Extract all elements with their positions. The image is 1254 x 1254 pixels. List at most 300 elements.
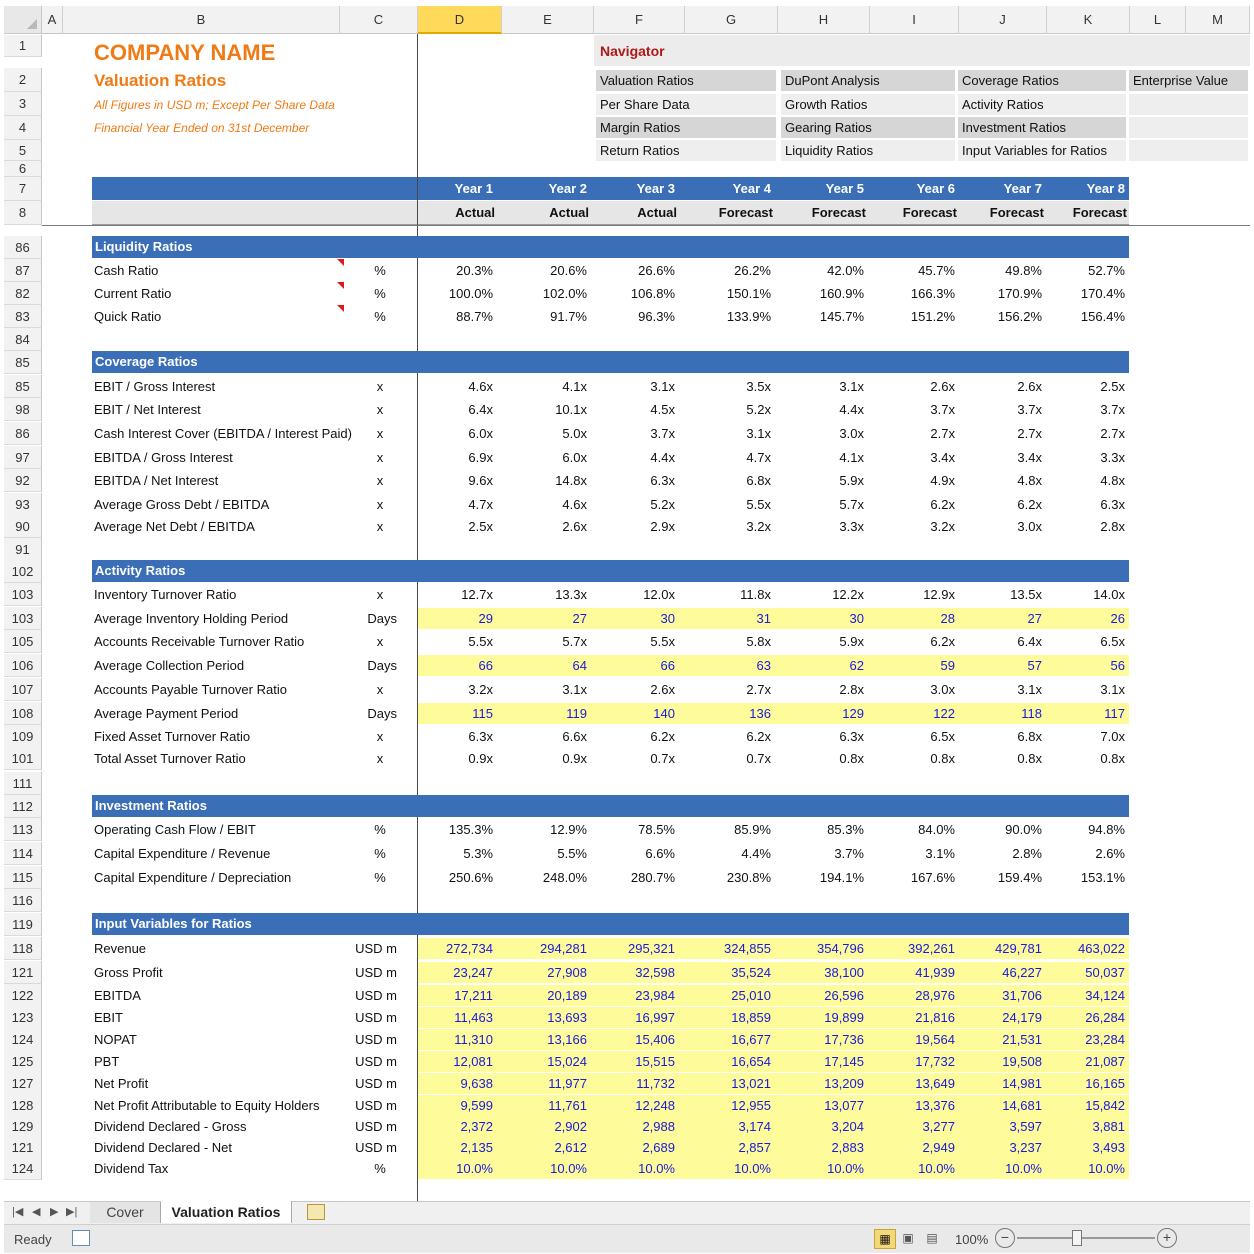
- value-cell[interactable]: 30: [660, 611, 675, 626]
- page-layout-view-icon[interactable]: ▣: [902, 1231, 914, 1245]
- value-cell[interactable]: 6.4x: [468, 402, 493, 417]
- value-cell[interactable]: 3.0x: [839, 426, 864, 441]
- value-cell[interactable]: 6.3x: [468, 729, 493, 744]
- value-cell[interactable]: 4.8x: [1017, 473, 1042, 488]
- value-cell[interactable]: 3,277: [922, 1119, 955, 1134]
- value-cell[interactable]: 52.7%: [1088, 263, 1125, 278]
- value-cell[interactable]: 3.2x: [468, 682, 493, 697]
- value-cell[interactable]: 4.8x: [1100, 473, 1125, 488]
- row-header[interactable]: 8: [4, 201, 42, 225]
- row-header[interactable]: 116: [4, 889, 42, 912]
- value-cell[interactable]: 3.1x: [562, 682, 587, 697]
- value-cell[interactable]: 2.6x: [1017, 379, 1042, 394]
- nav-link-investment-ratios[interactable]: [958, 117, 1126, 138]
- row-header[interactable]: 102: [4, 560, 42, 583]
- nav-link-dupont-analysis[interactable]: [781, 70, 955, 91]
- value-cell[interactable]: 11,977: [548, 1076, 587, 1091]
- nav-link-gearing-ratios[interactable]: [781, 117, 955, 138]
- value-cell[interactable]: 13,021: [731, 1076, 771, 1091]
- row-label[interactable]: Accounts Payable Turnover Ratio: [94, 682, 287, 697]
- value-cell[interactable]: 2.9x: [650, 519, 675, 534]
- value-cell[interactable]: 2.5x: [1100, 379, 1125, 394]
- value-cell[interactable]: 6.2x: [1017, 497, 1042, 512]
- value-cell[interactable]: 10.0%: [1088, 1161, 1125, 1176]
- value-cell[interactable]: 12.9x: [923, 587, 955, 602]
- row-label[interactable]: Quick Ratio: [94, 309, 162, 324]
- value-cell[interactable]: 12.2x: [832, 587, 864, 602]
- row-label[interactable]: Inventory Turnover Ratio: [94, 587, 237, 602]
- row-label[interactable]: EBIT / Net Interest: [94, 402, 201, 417]
- column-header-e[interactable]: E: [502, 6, 594, 34]
- row-label[interactable]: Current Ratio: [94, 286, 172, 301]
- value-cell[interactable]: 21,816: [915, 1010, 955, 1025]
- value-cell[interactable]: 78.5%: [638, 822, 675, 837]
- row-header[interactable]: 113: [4, 818, 42, 841]
- prev-sheet-icon[interactable]: ◀: [32, 1206, 41, 1218]
- value-cell[interactable]: 160.9%: [819, 286, 864, 301]
- value-cell[interactable]: 3.7x: [1100, 402, 1125, 417]
- value-cell[interactable]: 3,237: [1009, 1140, 1042, 1155]
- column-header-h[interactable]: H: [778, 6, 870, 34]
- value-cell[interactable]: 3.1x: [746, 426, 771, 441]
- value-cell[interactable]: 115: [472, 706, 493, 721]
- value-cell[interactable]: 13.3x: [555, 587, 587, 602]
- value-cell[interactable]: 90.0%: [1005, 822, 1042, 837]
- value-cell[interactable]: 45.7%: [918, 263, 955, 278]
- value-cell[interactable]: 153.1%: [1080, 870, 1125, 885]
- value-cell[interactable]: 5.3%: [463, 846, 493, 861]
- value-cell[interactable]: 294,281: [540, 941, 587, 956]
- value-cell[interactable]: 6.2x: [650, 729, 675, 744]
- row-header[interactable]: 122: [4, 984, 42, 1007]
- row-header[interactable]: 128: [4, 1094, 42, 1117]
- value-cell[interactable]: 20.6%: [550, 263, 587, 278]
- value-cell[interactable]: 12,081: [453, 1054, 493, 1069]
- value-cell[interactable]: 3.2x: [930, 519, 955, 534]
- value-cell[interactable]: 170.9%: [997, 286, 1042, 301]
- value-cell[interactable]: 41,939: [915, 965, 955, 980]
- row-header[interactable]: 119: [4, 913, 42, 936]
- value-cell[interactable]: 4.1x: [562, 379, 587, 394]
- value-cell[interactable]: 10.0%: [918, 1161, 955, 1176]
- row-label[interactable]: EBIT / Gross Interest: [94, 379, 216, 394]
- value-cell[interactable]: 280.7%: [630, 870, 675, 885]
- macro-record-icon[interactable]: [72, 1230, 90, 1246]
- value-cell[interactable]: 4.4x: [839, 402, 864, 417]
- value-cell[interactable]: 2,949: [922, 1140, 955, 1155]
- value-cell[interactable]: 6.2x: [930, 634, 955, 649]
- row-label[interactable]: EBITDA / Gross Interest: [94, 450, 233, 465]
- value-cell[interactable]: 5.9x: [839, 634, 864, 649]
- value-cell[interactable]: 3.7x: [930, 402, 955, 417]
- value-cell[interactable]: 4.7x: [468, 497, 493, 512]
- value-cell[interactable]: 13,166: [547, 1032, 587, 1047]
- value-cell[interactable]: 17,732: [915, 1054, 955, 1069]
- value-cell[interactable]: 6.8x: [746, 473, 771, 488]
- value-cell[interactable]: 6.5x: [930, 729, 955, 744]
- value-cell[interactable]: 3.7x: [650, 426, 675, 441]
- value-cell[interactable]: 6.4x: [1017, 634, 1042, 649]
- nav-link-enterprise-value[interactable]: [1129, 70, 1248, 91]
- row-header[interactable]: 7: [4, 177, 42, 201]
- value-cell[interactable]: 354,796: [817, 941, 864, 956]
- row-label[interactable]: Dividend Declared - Gross: [94, 1119, 247, 1134]
- row-label[interactable]: NOPAT: [94, 1032, 137, 1047]
- row-header[interactable]: 93: [4, 493, 42, 516]
- value-cell[interactable]: 6.0x: [562, 450, 587, 465]
- value-cell[interactable]: 91.7%: [550, 309, 587, 324]
- row-header[interactable]: 87: [4, 259, 42, 282]
- value-cell[interactable]: 102.0%: [542, 286, 587, 301]
- value-cell[interactable]: 2,902: [554, 1119, 587, 1134]
- value-cell[interactable]: 3.0x: [1017, 519, 1042, 534]
- value-cell[interactable]: 3.7%: [834, 846, 864, 861]
- value-cell[interactable]: 24,179: [1002, 1010, 1042, 1025]
- row-header[interactable]: 112: [4, 795, 42, 818]
- value-cell[interactable]: 159.4%: [997, 870, 1042, 885]
- value-cell[interactable]: 117: [1104, 706, 1125, 721]
- value-cell[interactable]: 13,209: [824, 1076, 864, 1091]
- value-cell[interactable]: 4.9x: [930, 473, 955, 488]
- row-header[interactable]: 121: [4, 1136, 42, 1159]
- row-header[interactable]: 90: [4, 515, 42, 538]
- value-cell[interactable]: 2.7x: [1017, 426, 1042, 441]
- value-cell[interactable]: 16,997: [635, 1010, 675, 1025]
- value-cell[interactable]: 56: [1110, 658, 1125, 673]
- nav-link-coverage-ratios[interactable]: [958, 70, 1126, 91]
- value-cell[interactable]: 11,463: [454, 1010, 493, 1025]
- row-label[interactable]: Operating Cash Flow / EBIT: [94, 822, 256, 837]
- value-cell[interactable]: 6.6%: [645, 846, 675, 861]
- row-header[interactable]: 85: [4, 375, 42, 398]
- row-label[interactable]: Dividend Tax: [94, 1161, 169, 1176]
- value-cell[interactable]: 66: [478, 658, 493, 673]
- row-header[interactable]: 86: [4, 236, 42, 259]
- value-cell[interactable]: 17,145: [824, 1054, 864, 1069]
- value-cell[interactable]: 167.6%: [910, 870, 955, 885]
- value-cell[interactable]: 27: [572, 611, 587, 626]
- row-header[interactable]: 129: [4, 1115, 42, 1138]
- value-cell[interactable]: 3.1x: [1100, 682, 1125, 697]
- row-header[interactable]: 84: [4, 328, 42, 351]
- value-cell[interactable]: 10.0%: [734, 1161, 771, 1176]
- value-cell[interactable]: 13,376: [915, 1098, 955, 1113]
- row-label[interactable]: Total Asset Turnover Ratio: [94, 751, 246, 766]
- nav-link-return-ratios[interactable]: [596, 140, 776, 161]
- column-header-d[interactable]: D: [418, 6, 502, 34]
- nav-link-per-share-data[interactable]: [596, 94, 776, 115]
- value-cell[interactable]: 10.0%: [456, 1161, 493, 1176]
- value-cell[interactable]: 194.1%: [819, 870, 864, 885]
- value-cell[interactable]: 17,211: [454, 988, 493, 1003]
- value-cell[interactable]: 64: [572, 658, 587, 673]
- row-label[interactable]: Revenue: [94, 941, 147, 956]
- column-header-m[interactable]: M: [1186, 6, 1250, 34]
- value-cell[interactable]: 27,908: [547, 965, 587, 980]
- value-cell[interactable]: 135.3%: [448, 822, 493, 837]
- value-cell[interactable]: 15,515: [635, 1054, 675, 1069]
- value-cell[interactable]: 0.8x: [1017, 751, 1042, 766]
- value-cell[interactable]: 272,734: [446, 941, 493, 956]
- column-header-c[interactable]: C: [340, 6, 418, 34]
- value-cell[interactable]: 136: [749, 706, 771, 721]
- value-cell[interactable]: 151.2%: [910, 309, 955, 324]
- value-cell[interactable]: 10.0%: [1005, 1161, 1042, 1176]
- value-cell[interactable]: 7.0x: [1100, 729, 1125, 744]
- value-cell[interactable]: 4.6x: [468, 379, 493, 394]
- value-cell[interactable]: 85.3%: [827, 822, 864, 837]
- value-cell[interactable]: 3.5x: [746, 379, 771, 394]
- value-cell[interactable]: 29: [478, 611, 493, 626]
- value-cell[interactable]: 28,976: [915, 988, 955, 1003]
- last-sheet-icon[interactable]: ▶|: [66, 1206, 78, 1218]
- value-cell[interactable]: 12,248: [635, 1098, 675, 1113]
- value-cell[interactable]: 63: [756, 658, 771, 673]
- row-header[interactable]: 103: [4, 583, 42, 606]
- zoom-in-icon[interactable]: +: [1157, 1228, 1177, 1248]
- value-cell[interactable]: 38,100: [824, 965, 864, 980]
- value-cell[interactable]: 324,855: [724, 941, 771, 956]
- value-cell[interactable]: 119: [566, 706, 587, 721]
- row-header[interactable]: 105: [4, 630, 42, 653]
- value-cell[interactable]: 19,508: [1002, 1054, 1042, 1069]
- column-header-j[interactable]: J: [959, 6, 1047, 34]
- value-cell[interactable]: 145.7%: [819, 309, 864, 324]
- value-cell[interactable]: 5.8x: [746, 634, 771, 649]
- value-cell[interactable]: 2.5x: [468, 519, 493, 534]
- row-label[interactable]: EBITDA / Net Interest: [94, 473, 219, 488]
- row-header[interactable]: 123: [4, 1006, 42, 1029]
- value-cell[interactable]: 23,984: [635, 988, 675, 1003]
- page-break-view-icon[interactable]: ▤: [926, 1231, 938, 1245]
- value-cell[interactable]: 46,227: [1002, 965, 1042, 980]
- value-cell[interactable]: 6.9x: [468, 450, 493, 465]
- value-cell[interactable]: 19,564: [915, 1032, 955, 1047]
- value-cell[interactable]: 3.0x: [930, 682, 955, 697]
- row-header[interactable]: 111: [4, 772, 42, 795]
- value-cell[interactable]: 2.8x: [1100, 519, 1125, 534]
- value-cell[interactable]: 15,842: [1085, 1098, 1125, 1113]
- value-cell[interactable]: 2.6%: [1095, 846, 1125, 861]
- value-cell[interactable]: 2.7x: [930, 426, 955, 441]
- value-cell[interactable]: 392,261: [908, 941, 955, 956]
- value-cell[interactable]: 14,981: [1002, 1076, 1042, 1091]
- row-header[interactable]: 85: [4, 351, 42, 374]
- value-cell[interactable]: 96.3%: [638, 309, 675, 324]
- value-cell[interactable]: 26,596: [824, 988, 864, 1003]
- value-cell[interactable]: 26.6%: [638, 263, 675, 278]
- value-cell[interactable]: 14,681: [1002, 1098, 1042, 1113]
- value-cell[interactable]: 10.0%: [827, 1161, 864, 1176]
- value-cell[interactable]: 0.8x: [839, 751, 864, 766]
- value-cell[interactable]: 2,857: [738, 1140, 771, 1155]
- zoom-out-icon[interactable]: −: [995, 1228, 1015, 1248]
- value-cell[interactable]: 3,174: [738, 1119, 771, 1134]
- column-header-l[interactable]: L: [1130, 6, 1186, 34]
- value-cell[interactable]: 13,693: [547, 1010, 587, 1025]
- value-cell[interactable]: 6.5x: [1100, 634, 1125, 649]
- row-label[interactable]: Average Inventory Holding Period: [94, 611, 289, 626]
- row-header[interactable]: 4: [4, 116, 42, 140]
- value-cell[interactable]: 10.1x: [555, 402, 587, 417]
- value-cell[interactable]: 13,077: [824, 1098, 864, 1113]
- value-cell[interactable]: 6.3x: [650, 473, 675, 488]
- value-cell[interactable]: 11,310: [454, 1032, 493, 1047]
- value-cell[interactable]: 57: [1027, 658, 1042, 673]
- value-cell[interactable]: 66: [660, 658, 675, 673]
- value-cell[interactable]: 4.4x: [650, 450, 675, 465]
- value-cell[interactable]: 14.0x: [1093, 587, 1125, 602]
- row-label[interactable]: Net Profit: [94, 1076, 149, 1091]
- row-header[interactable]: 114: [4, 842, 42, 865]
- next-sheet-icon[interactable]: ▶: [50, 1206, 59, 1218]
- row-label[interactable]: Average Net Debt / EBITDA: [94, 519, 255, 534]
- value-cell[interactable]: 248.0%: [542, 870, 587, 885]
- row-label[interactable]: Capital Expenditure / Depreciation: [94, 870, 292, 885]
- zoom-slider-track[interactable]: [1017, 1237, 1155, 1239]
- value-cell[interactable]: 0.9x: [562, 751, 587, 766]
- value-cell[interactable]: 2,689: [642, 1140, 675, 1155]
- value-cell[interactable]: 122: [933, 706, 955, 721]
- row-header[interactable]: 92: [4, 469, 42, 492]
- value-cell[interactable]: 2,883: [831, 1140, 864, 1155]
- row-label[interactable]: PBT: [94, 1054, 120, 1069]
- value-cell[interactable]: 84.0%: [918, 822, 955, 837]
- value-cell[interactable]: 6.3x: [839, 729, 864, 744]
- nav-link-activity-ratios[interactable]: [958, 94, 1126, 115]
- value-cell[interactable]: 6.2x: [930, 497, 955, 512]
- row-header[interactable]: 2: [4, 68, 42, 92]
- value-cell[interactable]: 19,899: [824, 1010, 864, 1025]
- value-cell[interactable]: 133.9%: [726, 309, 771, 324]
- value-cell[interactable]: 106.8%: [630, 286, 675, 301]
- value-cell[interactable]: 4.1x: [839, 450, 864, 465]
- value-cell[interactable]: 20.3%: [456, 263, 493, 278]
- value-cell[interactable]: 2,988: [642, 1119, 675, 1134]
- column-header-f[interactable]: F: [594, 6, 685, 34]
- value-cell[interactable]: 118: [1021, 706, 1042, 721]
- value-cell[interactable]: 6.3x: [1100, 497, 1125, 512]
- row-label[interactable]: Capital Expenditure / Revenue: [94, 846, 271, 861]
- value-cell[interactable]: 129: [842, 706, 864, 721]
- row-header[interactable]: 125: [4, 1050, 42, 1073]
- value-cell[interactable]: 85.9%: [734, 822, 771, 837]
- row-label[interactable]: EBIT: [94, 1010, 123, 1025]
- value-cell[interactable]: 35,524: [731, 965, 771, 980]
- value-cell[interactable]: 4.5x: [650, 402, 675, 417]
- value-cell[interactable]: 2.6x: [650, 682, 675, 697]
- column-header-a[interactable]: A: [42, 6, 63, 34]
- value-cell[interactable]: 3,204: [831, 1119, 864, 1134]
- value-cell[interactable]: 2.8%: [1012, 846, 1042, 861]
- value-cell[interactable]: 5.5x: [746, 497, 771, 512]
- value-cell[interactable]: 11,732: [636, 1076, 675, 1091]
- row-header[interactable]: 83: [4, 305, 42, 328]
- value-cell[interactable]: 2.7x: [746, 682, 771, 697]
- value-cell[interactable]: 15,406: [635, 1032, 675, 1047]
- value-cell[interactable]: 25,010: [731, 988, 771, 1003]
- value-cell[interactable]: 170.4%: [1080, 286, 1125, 301]
- value-cell[interactable]: 0.7x: [746, 751, 771, 766]
- value-cell[interactable]: 3.3x: [839, 519, 864, 534]
- value-cell[interactable]: 26.2%: [734, 263, 771, 278]
- value-cell[interactable]: 0.7x: [650, 751, 675, 766]
- row-header[interactable]: 109: [4, 725, 42, 748]
- value-cell[interactable]: 11.8x: [740, 587, 771, 602]
- row-header[interactable]: 127: [4, 1072, 42, 1095]
- row-header[interactable]: 121: [4, 961, 42, 984]
- value-cell[interactable]: 59: [940, 658, 955, 673]
- value-cell[interactable]: 21,531: [1002, 1032, 1042, 1047]
- row-header[interactable]: 3: [4, 92, 42, 116]
- row-label[interactable]: Average Collection Period: [94, 658, 245, 673]
- row-header[interactable]: 91: [4, 538, 42, 561]
- row-header[interactable]: 97: [4, 446, 42, 469]
- value-cell[interactable]: 0.8x: [1100, 751, 1125, 766]
- value-cell[interactable]: 429,781: [995, 941, 1042, 956]
- value-cell[interactable]: 166.3%: [910, 286, 955, 301]
- row-header[interactable]: 108: [4, 702, 42, 725]
- value-cell[interactable]: 42.0%: [827, 263, 864, 278]
- value-cell[interactable]: 12.9%: [550, 822, 587, 837]
- value-cell[interactable]: 31: [756, 611, 771, 626]
- row-label[interactable]: Average Payment Period: [94, 706, 239, 721]
- value-cell[interactable]: 4.4%: [741, 846, 771, 861]
- value-cell[interactable]: 2.6x: [930, 379, 955, 394]
- value-cell[interactable]: 2,612: [554, 1140, 587, 1155]
- value-cell[interactable]: 50,037: [1085, 965, 1125, 980]
- select-all-corner[interactable]: [4, 6, 42, 34]
- row-header[interactable]: 103: [4, 607, 42, 630]
- value-cell[interactable]: 20,189: [547, 988, 587, 1003]
- row-header[interactable]: 5: [4, 140, 42, 161]
- value-cell[interactable]: 295,321: [628, 941, 675, 956]
- row-header[interactable]: 6: [4, 161, 42, 177]
- row-label[interactable]: Fixed Asset Turnover Ratio: [94, 729, 251, 744]
- value-cell[interactable]: 5.5x: [650, 634, 675, 649]
- value-cell[interactable]: 4.6x: [562, 497, 587, 512]
- value-cell[interactable]: 21,087: [1085, 1054, 1125, 1069]
- value-cell[interactable]: 26,284: [1085, 1010, 1125, 1025]
- value-cell[interactable]: 150.1%: [726, 286, 771, 301]
- value-cell[interactable]: 10.0%: [638, 1161, 675, 1176]
- value-cell[interactable]: 156.2%: [997, 309, 1042, 324]
- value-cell[interactable]: 140: [653, 706, 675, 721]
- value-cell[interactable]: 16,654: [731, 1054, 771, 1069]
- row-label[interactable]: Cash Interest Cover (EBITDA / Interest Paid): [94, 426, 352, 441]
- value-cell[interactable]: 5.7x: [562, 634, 587, 649]
- value-cell[interactable]: 12,955: [731, 1098, 771, 1113]
- row-header[interactable]: 124: [4, 1028, 42, 1051]
- value-cell[interactable]: 3.7x: [1017, 402, 1042, 417]
- row-header[interactable]: 106: [4, 654, 42, 677]
- value-cell[interactable]: 3.1x: [1017, 682, 1042, 697]
- value-cell[interactable]: 88.7%: [456, 309, 493, 324]
- value-cell[interactable]: 12.7x: [461, 587, 493, 602]
- value-cell[interactable]: 0.8x: [930, 751, 955, 766]
- value-cell[interactable]: 463,022: [1078, 941, 1125, 956]
- value-cell[interactable]: 3.1%: [925, 846, 955, 861]
- row-label[interactable]: Net Profit Attributable to Equity Holders: [94, 1098, 320, 1113]
- value-cell[interactable]: 13.5x: [1010, 587, 1042, 602]
- value-cell[interactable]: 16,677: [731, 1032, 771, 1047]
- column-header-k[interactable]: K: [1047, 6, 1130, 34]
- value-cell[interactable]: 2.8x: [839, 682, 864, 697]
- value-cell[interactable]: 100.0%: [448, 286, 493, 301]
- row-header[interactable]: 107: [4, 678, 42, 701]
- row-header[interactable]: 115: [4, 866, 42, 889]
- value-cell[interactable]: 30: [849, 611, 864, 626]
